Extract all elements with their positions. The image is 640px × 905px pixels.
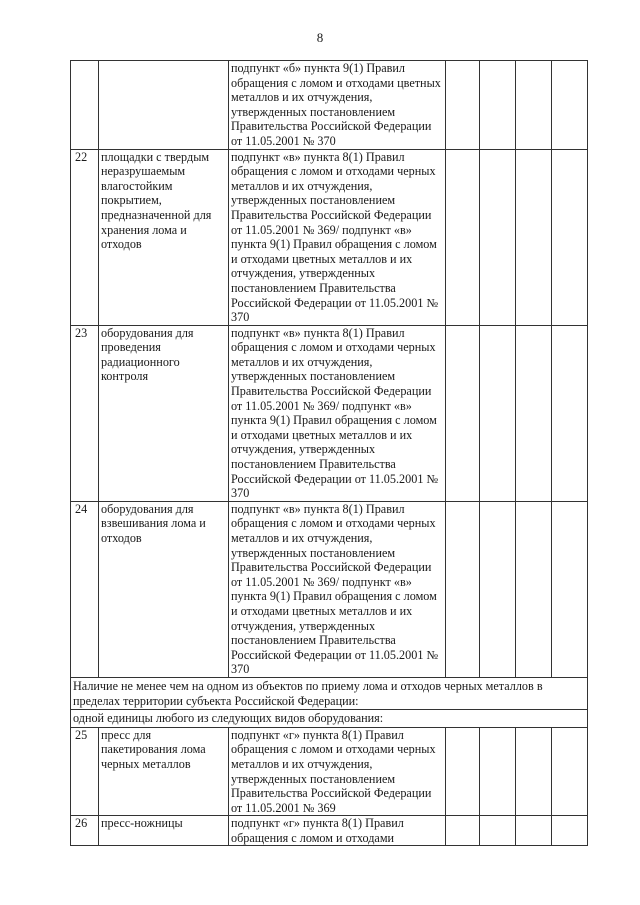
legal-basis: подпункт «в» пункта 8(1) Правил обращения с ломом и отходами черных металлов и их отчуждения, утвержденных постановлением Правительства Российской Федерации от 11.05.2001 № 369/ подпункт «в» пункта 9(1) Правил обращения с ломом и отходами цветных металлов и их отчуждения, утвержденных постановлением Правительства Российской Федерации от 11.05.2001 № 370 [229,325,446,501]
section-heading: Наличие не менее чем на одном из объектов по приему лома и отходов черных металлов в пределах территории субъекта Российской Федерации: [71,677,588,709]
sub-heading-row [71,710,588,728]
answer-cell [480,149,516,325]
answer-cell [516,61,552,150]
requirement-name: оборудования для взвешивания лома и отходов [99,501,229,677]
table-row [71,61,588,150]
answer-cell [552,727,588,816]
legal-basis: подпункт «в» пункта 8(1) Правил обращения с ломом и отходами черных металлов и их отчуждения, утвержденных постановлением Правительства Российской Федерации от 11.05.2001 № 369/ подпункт «в» пункта 9(1) Правил обращения с ломом и отходами цветных металлов и их отчуждения, утвержденных постановлением Правительства Российской Федерации от 11.05.2001 № 370 [229,149,446,325]
table-row [71,727,588,816]
legal-basis: подпункт «г» пункта 8(1) Правил обращения с ломом и отходами [229,816,446,846]
answer-cell [480,501,516,677]
answer-cell [446,727,480,816]
answer-cell [446,501,480,677]
legal-basis: подпункт «б» пункта 9(1) Правил обращения с ломом и отходами цветных металлов и их отчуждения, утвержденных постановлением Правительства Российской Федерации от 11.05.2001 № 370 [229,61,446,150]
row-number: 26 [71,816,99,846]
answer-cell [446,149,480,325]
answer-cell [480,816,516,846]
section-heading-row [71,677,588,709]
requirement-name: пресс-ножницы [99,816,229,846]
answer-cell [552,325,588,501]
answer-cell [480,61,516,150]
answer-cell [552,501,588,677]
answer-cell [516,816,552,846]
table-row [71,501,588,677]
sub-heading: одной единицы любого из следующих видов оборудования: [71,710,588,728]
row-number: 24 [71,501,99,677]
row-number: 23 [71,325,99,501]
answer-cell [516,325,552,501]
row-number: 22 [71,149,99,325]
answer-cell [552,816,588,846]
answer-cell [446,325,480,501]
answer-cell [480,727,516,816]
requirements-table [70,60,588,846]
requirement-name: пресс для пакетирования лома черных металлов [99,727,229,816]
row-number [71,61,99,150]
table-row [71,816,588,846]
legal-basis: подпункт «г» пункта 8(1) Правил обращения с ломом и отходами черных металлов и их отчуждения, утвержденных постановлением Правительства Российской Федерации от 11.05.2001 № 369 [229,727,446,816]
answer-cell [552,149,588,325]
row-number: 25 [71,727,99,816]
answer-cell [446,61,480,150]
requirement-name [99,61,229,150]
requirement-name: оборудования для проведения радиационного контроля [99,325,229,501]
answer-cell [446,816,480,846]
table-row [71,325,588,501]
legal-basis: подпункт «в» пункта 8(1) Правил обращения с ломом и отходами черных металлов и их отчуждения, утвержденных постановлением Правительства Российской Федерации от 11.05.2001 № 369/ подпункт «в» пункта 9(1) Правил обращения с ломом и отходами цветных металлов и их отчуждения, утвержденных постановлением Правительства Российской Федерации от 11.05.2001 № 370 [229,501,446,677]
answer-cell [516,727,552,816]
answer-cell [516,501,552,677]
answer-cell [552,61,588,150]
page-number: 8 [316,30,324,45]
answer-cell [480,325,516,501]
requirement-name: площадки с твердым неразрушаемым влагостойким покрытием, предназначенной для хранения лома и отходов [99,149,229,325]
answer-cell [516,149,552,325]
table-row [71,149,588,325]
